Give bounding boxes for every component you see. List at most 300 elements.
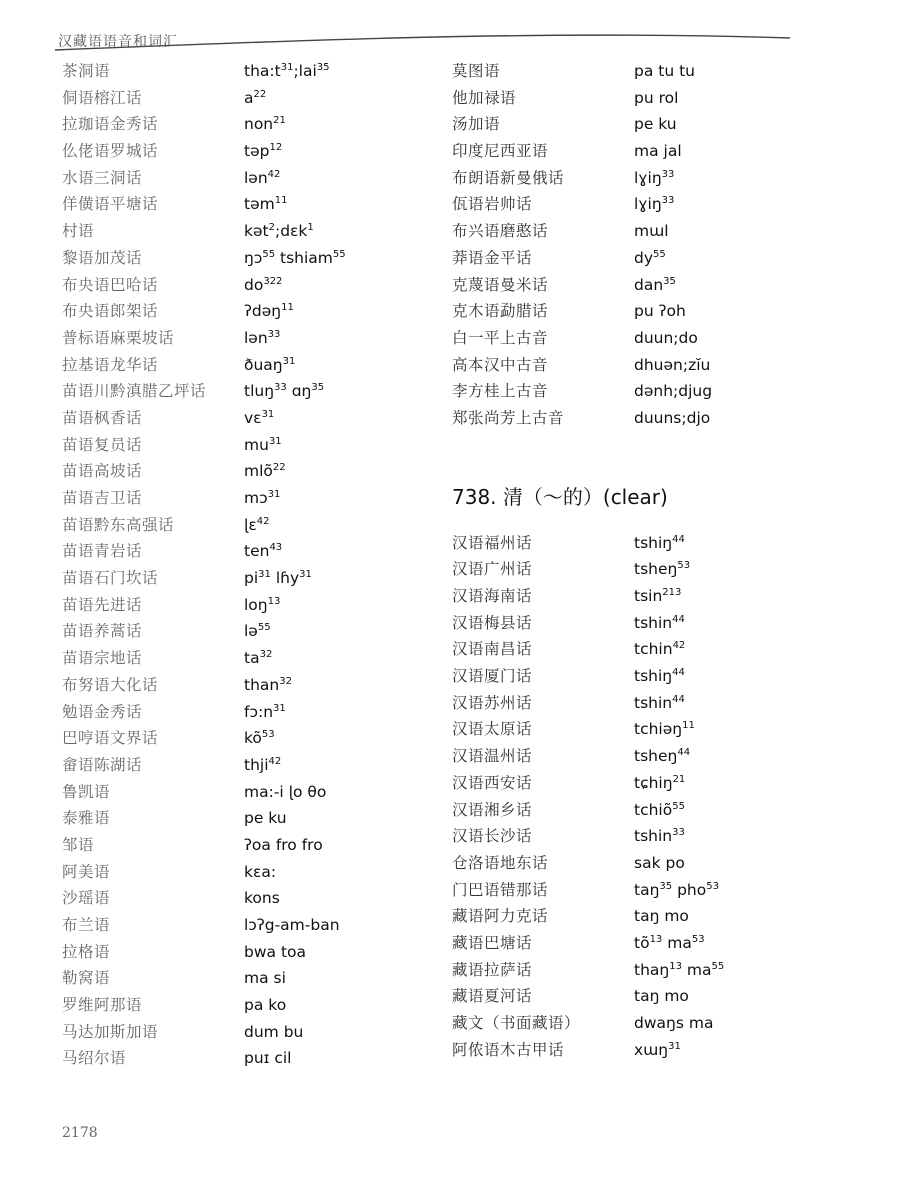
phonetic-form (634, 58, 695, 85)
phonetic-form (634, 405, 710, 432)
entry-row (452, 823, 782, 850)
phonetic-form (634, 325, 698, 352)
tone-number: 53 (706, 880, 719, 892)
phonetic-form (634, 218, 669, 245)
language-name: 黎语加茂话 (62, 248, 143, 267)
language-name: 李方桂上古音 (452, 382, 549, 401)
form-text: ma jal (634, 142, 682, 161)
language-name: 汉语温州话 (452, 747, 533, 766)
language-name: 普标语麻栗坡话 (62, 328, 175, 347)
tone-number: 44 (672, 613, 685, 625)
language-name: 邹语 (62, 835, 95, 854)
language-name: 汤加语 (452, 115, 501, 134)
form-text: ;dɛk (274, 222, 308, 241)
entry-row (452, 58, 782, 85)
form-text: tshin (634, 827, 673, 846)
tone-number: 11 (682, 720, 695, 732)
form-text: lɣiŋ (634, 168, 662, 187)
entry-row (62, 272, 422, 299)
entry-row (62, 245, 422, 272)
form-text: vɛ (244, 408, 262, 427)
language-name: 汉语南昌话 (452, 640, 533, 659)
form-text: tshiam (275, 248, 333, 267)
form-text: tchiõ (634, 800, 673, 819)
tone-number: 322 (263, 275, 283, 287)
phonetic-form (244, 538, 282, 565)
entry-row (62, 1019, 422, 1046)
form-text: ma (662, 933, 692, 952)
language-name: 苗语先进话 (62, 595, 143, 614)
language-name: 苗语宗地话 (62, 649, 143, 668)
entry-row (452, 770, 782, 797)
form-text: dum bu (244, 1022, 304, 1041)
entry-row (452, 583, 782, 610)
form-text: ŋɔ (244, 248, 263, 267)
phonetic-form (634, 245, 666, 272)
language-name: 郑张尚芳上古音 (452, 408, 565, 427)
language-name: 苗语川黔滇腊乙坪话 (62, 382, 207, 401)
language-name: 水语三洞话 (62, 168, 143, 187)
entry-row (452, 930, 782, 957)
form-text: mu (244, 435, 269, 454)
form-text: lɦy (270, 569, 300, 588)
phonetic-form (634, 797, 685, 824)
language-name: 布努语大化话 (62, 675, 159, 694)
entry-row (452, 903, 782, 930)
entry-row (452, 690, 782, 717)
phonetic-form (244, 805, 287, 832)
phonetic-form (634, 191, 674, 218)
phonetic-form (244, 245, 346, 272)
tone-number: 44 (672, 693, 685, 705)
language-name: 布央语郎架话 (62, 302, 159, 321)
phonetic-form (244, 111, 286, 138)
phonetic-form (244, 1045, 291, 1072)
language-name: 苗语高坡话 (62, 462, 143, 481)
tone-number: 31 (258, 568, 271, 580)
form-text: lɔʔg-am-ban (244, 916, 340, 934)
entry-row (62, 138, 422, 165)
phonetic-form (244, 432, 282, 459)
phonetic-form (244, 672, 292, 699)
language-name: 汉语厦门话 (452, 667, 533, 686)
language-name: 村语 (62, 222, 95, 241)
phonetic-form (634, 138, 682, 165)
entry-row (452, 352, 782, 379)
form-text: kons (244, 889, 280, 908)
section-heading: 738. 清（～的）(clear) (452, 484, 668, 509)
entry-row (62, 725, 422, 752)
tone-number: 43 (269, 542, 283, 554)
tone-number: 33 (274, 382, 287, 394)
tone-number: 31 (261, 408, 275, 420)
entry-row (452, 850, 782, 877)
phonetic-form (244, 298, 294, 325)
form-text: taŋ mo (634, 907, 689, 926)
phonetic-form (244, 458, 286, 485)
phonetic-form (244, 565, 312, 592)
phonetic-form (244, 699, 286, 726)
form-text: puɪ cil (244, 1049, 292, 1068)
tone-number: 42 (267, 168, 281, 180)
language-name: 苗语石门坎话 (62, 569, 159, 588)
entry-row (452, 165, 782, 192)
language-name: 侗语榕江话 (62, 88, 143, 107)
form-text: dhuən;zĭu (634, 355, 711, 374)
tone-number: 35 (316, 61, 330, 73)
language-name: 泰雅语 (62, 809, 111, 828)
language-name: 阿美语 (62, 862, 111, 881)
entry-row (452, 743, 782, 770)
phonetic-form (634, 85, 678, 112)
form-text: ;lai (293, 62, 317, 80)
form-text: duuns;djo (634, 408, 711, 427)
form-text: pa tu tu (634, 62, 695, 80)
form-text: kət (244, 222, 269, 241)
tone-number: 42 (268, 755, 282, 767)
language-name: 仓洛语地东话 (452, 853, 549, 872)
tone-number: 21 (672, 773, 686, 785)
entry-row (452, 405, 782, 432)
language-name: 拉基语龙华话 (62, 355, 159, 374)
language-name: 畲语陈湖话 (62, 755, 143, 774)
language-name: 布央语巴哈话 (62, 275, 159, 294)
form-text: than (244, 675, 280, 694)
tone-number: 32 (259, 648, 273, 660)
language-name: 鲁凯语 (62, 782, 111, 801)
tone-number: 31 (282, 355, 296, 367)
tone-number: 42 (672, 640, 686, 652)
form-text: bwa toa (244, 942, 306, 961)
language-name: 汉语长沙话 (452, 827, 533, 846)
entry-row (452, 610, 782, 637)
form-text: mlõ (244, 462, 273, 481)
entry-row (452, 298, 782, 325)
entry-row (62, 592, 422, 619)
phonetic-form (634, 957, 724, 984)
phonetic-form (634, 663, 685, 690)
tone-number: 35 (659, 880, 673, 892)
entry-row (452, 245, 782, 272)
language-name: 门巴语错那话 (452, 880, 549, 899)
form-text: duun;do (634, 328, 698, 347)
phonetic-form (634, 530, 685, 557)
language-name: 布朗语新曼俄话 (452, 168, 565, 187)
entry-row (62, 672, 422, 699)
entry-row (62, 992, 422, 1019)
language-name: 仫佬语罗城话 (62, 142, 159, 161)
phonetic-form (244, 1019, 303, 1046)
form-text: lən (244, 328, 268, 347)
form-text: ʔoa fro fro (244, 835, 323, 854)
phonetic-form (244, 512, 269, 539)
entry-row (62, 352, 422, 379)
language-name: 克蔑语曼米话 (452, 275, 549, 294)
tone-number: 35 (311, 382, 325, 394)
entry-row (62, 939, 422, 966)
phonetic-form (244, 939, 306, 966)
entry-row (62, 458, 422, 485)
tone-number: 31 (267, 488, 281, 500)
page-number: 2178 (62, 1125, 98, 1141)
entry-row (62, 405, 422, 432)
tone-number: 55 (262, 248, 276, 260)
entry-row (62, 298, 422, 325)
language-name: 拉珈语金秀话 (62, 115, 159, 134)
tone-number: 213 (662, 586, 682, 598)
phonetic-form (634, 983, 689, 1010)
tone-number: 44 (672, 666, 685, 678)
phonetic-form (244, 752, 281, 779)
form-text: mɯl (634, 222, 669, 241)
tone-number: 55 (257, 622, 271, 634)
form-text: ðuaŋ (244, 355, 283, 374)
phonetic-form (634, 823, 685, 850)
phonetic-form (634, 930, 705, 957)
tone-number: 31 (299, 568, 312, 580)
language-name: 苗语吉卫话 (62, 489, 143, 507)
entry-row (452, 1010, 782, 1037)
language-name: 勒窝语 (62, 969, 111, 988)
entry-row (452, 378, 782, 405)
phonetic-form (244, 965, 286, 992)
form-text: pe ku (244, 809, 287, 828)
form-text: dwaŋs ma (634, 1014, 714, 1032)
entry-row (452, 325, 782, 352)
form-text: loŋ (244, 595, 268, 614)
phonetic-form (634, 583, 681, 610)
form-text: tsheŋ (634, 560, 678, 579)
form-text: lɣiŋ (634, 195, 662, 214)
tone-number: 22 (253, 88, 267, 100)
language-name: 阿侬语木古甲话 (452, 1040, 565, 1059)
language-name: 克木语勐腊话 (452, 302, 549, 321)
phonetic-form (634, 378, 712, 405)
form-text: ten (244, 542, 270, 561)
entry-row (452, 1037, 782, 1064)
form-text: tluŋ (244, 382, 275, 401)
tone-number: 55 (672, 800, 685, 812)
entry-row (62, 191, 422, 218)
language-name: 苗语枫香话 (62, 408, 143, 427)
form-text: pe ku (634, 115, 677, 134)
form-text: tshin (634, 613, 673, 632)
phonetic-form (634, 850, 685, 877)
entry-row (62, 111, 422, 138)
language-name: 罗维阿那语 (62, 996, 143, 1015)
phonetic-form (244, 912, 340, 939)
language-name: 汉语西安话 (452, 773, 533, 792)
tone-number: 11 (274, 195, 288, 207)
form-text: thji (244, 755, 269, 774)
language-name: 藏语拉萨话 (452, 960, 533, 979)
language-name: 沙瑶语 (62, 889, 111, 908)
entry-row (452, 983, 782, 1010)
tone-number: 53 (691, 933, 705, 945)
tone-number: 31 (668, 1040, 681, 1052)
entry-row (62, 1045, 422, 1072)
language-name: 布兴语磨憨话 (452, 222, 549, 241)
form-text: a (244, 88, 254, 107)
phonetic-form (244, 405, 274, 432)
form-text: ma:-i ɭo θo (244, 782, 327, 801)
form-text: dan (634, 275, 664, 294)
language-name: 巴哼语文界话 (62, 729, 159, 748)
entry-row (452, 957, 782, 984)
form-text: dənh;djug (634, 382, 713, 401)
phonetic-form (244, 779, 326, 806)
entry-row (62, 805, 422, 832)
form-text: non (244, 115, 274, 134)
form-text: mɔ (244, 489, 268, 507)
tone-number: 42 (256, 515, 270, 527)
phonetic-form (634, 298, 686, 325)
entry-row (62, 485, 422, 512)
entry-row (452, 797, 782, 824)
entry-row (62, 432, 422, 459)
language-name: 苗语青岩话 (62, 542, 143, 561)
phonetic-form (634, 556, 690, 583)
language-name: 藏语阿力克话 (452, 907, 549, 926)
phonetic-form (634, 877, 719, 904)
entry-row (62, 779, 422, 806)
form-text: tha:t (244, 62, 281, 80)
form-text: tɕhiŋ (634, 773, 673, 792)
tone-number: 13 (267, 595, 281, 607)
tone-number: 31 (273, 702, 286, 714)
language-name: 苗语黔东高强话 (62, 515, 175, 534)
entry-row (62, 965, 422, 992)
form-text: taŋ (634, 880, 660, 899)
entry-row (62, 912, 422, 939)
tone-number: 21 (273, 115, 286, 127)
form-text: lən (244, 168, 268, 187)
phonetic-form (634, 111, 677, 138)
form-text: xɯŋ (634, 1040, 669, 1059)
phonetic-form (244, 325, 280, 352)
phonetic-form (244, 85, 266, 112)
language-name: 布兰语 (62, 916, 111, 934)
tone-number: 33 (267, 328, 281, 340)
tone-number: 31 (280, 61, 294, 73)
section-entries (452, 530, 782, 1064)
phonetic-form (244, 165, 280, 192)
form-text: do (244, 275, 264, 294)
entry-row (62, 885, 422, 912)
entry-row (452, 716, 782, 743)
phonetic-form (244, 645, 272, 672)
entry-row (452, 530, 782, 557)
form-text: tchin (634, 640, 673, 659)
form-text: pu ʔoh (634, 302, 686, 321)
form-text: taŋ mo (634, 987, 689, 1006)
form-text: tchiəŋ (634, 720, 683, 739)
entry-row (62, 832, 422, 859)
tone-number: 53 (261, 729, 275, 741)
entry-row (62, 58, 422, 85)
phonetic-form (634, 743, 690, 770)
form-text: pi (244, 569, 259, 588)
language-name: 藏文（书面藏语） (452, 1014, 581, 1032)
entry-row (452, 877, 782, 904)
entry-row (452, 85, 782, 112)
language-name: 马绍尔语 (62, 1049, 127, 1068)
phonetic-form (634, 770, 685, 797)
tone-number: 13 (669, 960, 682, 972)
phonetic-form (244, 832, 323, 859)
entry-row (62, 752, 422, 779)
tone-number: 32 (279, 675, 292, 687)
phonetic-form (634, 165, 674, 192)
language-name: 茶洞语 (62, 62, 111, 80)
tone-number: 2 (268, 221, 275, 233)
entry-row (62, 512, 422, 539)
language-name: 拉格语 (62, 942, 111, 961)
phonetic-form (244, 352, 295, 379)
form-text: ɭɛ (244, 515, 257, 534)
phonetic-form (634, 610, 685, 637)
phonetic-form (244, 618, 271, 645)
tone-number: 35 (663, 275, 676, 287)
running-head: 汉藏语语音和词汇 (58, 34, 178, 50)
language-name: 汉语湘乡话 (452, 800, 533, 819)
language-name: 勉语金秀话 (62, 702, 143, 721)
tone-number: 1 (307, 221, 314, 233)
phonetic-form (244, 885, 280, 912)
language-name: 苗语复员话 (62, 435, 143, 454)
phonetic-form (244, 58, 330, 85)
form-text: pho (672, 880, 707, 899)
left-column (62, 58, 422, 1072)
tone-number: 33 (672, 827, 685, 839)
right-column-entries (452, 58, 782, 432)
form-text: təp (244, 142, 270, 161)
tone-number: 31 (268, 435, 282, 447)
language-name: 汉语梅县话 (452, 613, 533, 632)
entry-row (452, 191, 782, 218)
tone-number: 55 (332, 248, 346, 260)
tone-number: 44 (672, 533, 685, 545)
form-text: tsin (634, 587, 663, 605)
form-text: təm (244, 195, 275, 214)
entry-row (452, 138, 782, 165)
tone-number: 12 (269, 141, 283, 153)
entry-row (452, 556, 782, 583)
entry-row (62, 325, 422, 352)
entry-row (452, 636, 782, 663)
phonetic-form (244, 378, 324, 405)
form-text: kõ (244, 729, 262, 748)
tone-number: 33 (661, 195, 675, 207)
form-text: ɑŋ (286, 382, 312, 401)
form-text: tshin (634, 693, 673, 712)
phonetic-form (634, 716, 695, 743)
language-name: 白一平上古音 (452, 328, 549, 347)
entry-row (62, 699, 422, 726)
language-name: 高本汉中古音 (452, 355, 549, 374)
entry-row (62, 565, 422, 592)
form-text: sak po (634, 853, 685, 872)
form-text: ma si (244, 969, 286, 988)
entry-row (62, 538, 422, 565)
language-name: 马达加斯加语 (62, 1022, 159, 1041)
language-name: 藏语巴塘话 (452, 933, 533, 952)
tone-number: 53 (677, 560, 691, 572)
entry-row (62, 85, 422, 112)
language-name: 藏语夏河话 (452, 987, 533, 1006)
tone-number: 13 (649, 933, 663, 945)
language-name: 汉语广州话 (452, 560, 533, 579)
